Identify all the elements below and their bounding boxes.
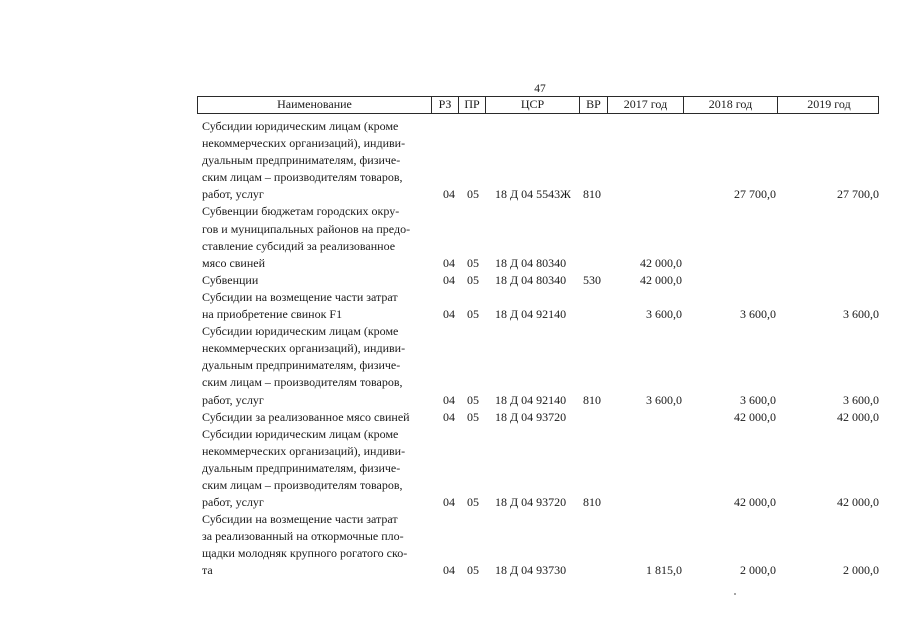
cell-csr: 18 Д 04 93720	[495, 495, 567, 510]
table-row	[197, 374, 879, 391]
cell-name: дуальным предпринимателям, физиче-	[202, 153, 401, 168]
cell-name: Субсидии на возмещение части затрат	[202, 512, 398, 527]
page-number: 47	[534, 83, 546, 95]
cell-csr	[484, 374, 578, 391]
cell-csr: 18 Д 04 92140	[495, 307, 567, 322]
cell-pr	[457, 528, 484, 545]
cell-vr	[578, 426, 606, 443]
cell-pr	[457, 340, 484, 357]
cell-2019	[776, 477, 879, 494]
cell-rz	[430, 238, 457, 255]
cell-csr	[484, 340, 578, 357]
cell-2018: 42 000,0	[734, 495, 776, 510]
cell-pr	[457, 357, 484, 374]
cell-vr	[578, 511, 606, 528]
cell-2018	[682, 135, 776, 152]
cell-2018	[682, 426, 776, 443]
cell-rz: 04	[443, 255, 455, 270]
table-row	[197, 323, 879, 340]
cell-2018	[682, 374, 776, 391]
cell-name: на приобретение свинок F1	[202, 307, 343, 322]
cell-2018: 2 000,0	[740, 563, 776, 578]
cell-vr: 810	[583, 187, 601, 202]
cell-2019	[776, 426, 879, 443]
cell-2017	[606, 323, 682, 340]
table-row	[197, 426, 879, 443]
cell-pr	[457, 221, 484, 238]
cell-2017	[606, 528, 682, 545]
table-row	[197, 528, 879, 545]
cell-name: щадки молодняк крупного рогатого ско-	[202, 546, 408, 561]
cell-name: мясо свиней	[202, 255, 266, 270]
cell-2017: 42 000,0	[640, 255, 682, 270]
table-row	[197, 118, 879, 135]
cell-2018: 27 700,0	[734, 187, 776, 202]
table-row	[197, 272, 879, 289]
cell-csr	[484, 169, 578, 186]
cell-csr	[484, 238, 578, 255]
cell-2017	[606, 118, 682, 135]
cell-vr	[578, 409, 606, 426]
cell-2017	[606, 409, 682, 426]
cell-2018	[682, 528, 776, 545]
cell-rz	[430, 221, 457, 238]
cell-2017	[606, 221, 682, 238]
cell-2017	[606, 340, 682, 357]
cell-vr	[578, 152, 606, 169]
table-header	[197, 96, 879, 114]
cell-rz: 04	[443, 392, 455, 407]
table-row	[197, 460, 879, 477]
cell-2018	[682, 221, 776, 238]
cell-csr	[484, 135, 578, 152]
cell-pr	[457, 511, 484, 528]
cell-pr	[457, 289, 484, 306]
cell-rz	[430, 443, 457, 460]
cell-name: ским лицам – производителям товаров,	[202, 170, 403, 185]
cell-vr	[578, 255, 606, 272]
cell-2018	[682, 443, 776, 460]
cell-2017	[606, 545, 682, 562]
cell-2018: 42 000,0	[734, 409, 776, 424]
cell-name: ским лицам – производителям товаров,	[202, 375, 403, 390]
cell-rz: 04	[443, 187, 455, 202]
table-row	[197, 562, 879, 579]
cell-2018	[682, 118, 776, 135]
cell-rz: 04	[443, 563, 455, 578]
cell-pr	[457, 203, 484, 220]
cell-name: работ, услуг	[202, 392, 264, 407]
cell-name: Субсидии юридическим лицам (кроме	[202, 119, 399, 133]
cell-pr	[457, 477, 484, 494]
cell-csr	[484, 118, 578, 135]
table-row	[197, 477, 879, 494]
cell-vr	[578, 460, 606, 477]
cell-pr: 05	[467, 307, 479, 322]
cell-2017: 3 600,0	[646, 392, 682, 407]
scan-speck	[734, 593, 736, 595]
cell-name: Субсидии за реализованное мясо свиней	[202, 409, 410, 424]
cell-vr	[578, 374, 606, 391]
cell-pr	[457, 374, 484, 391]
cell-2018	[682, 169, 776, 186]
cell-pr: 05	[467, 392, 479, 407]
table-row	[197, 409, 879, 426]
cell-csr: 18 Д 04 93730	[495, 563, 567, 578]
cell-pr: 05	[467, 495, 479, 510]
cell-pr	[457, 238, 484, 255]
cell-2017: 3 600,0	[646, 307, 682, 322]
cell-csr	[484, 289, 578, 306]
cell-csr	[484, 357, 578, 374]
cell-name: дуальным предпринимателям, физиче-	[202, 460, 401, 475]
cell-pr	[457, 460, 484, 477]
cell-2019	[776, 545, 879, 562]
cell-pr	[457, 118, 484, 135]
cell-2019	[776, 135, 879, 152]
cell-vr	[578, 118, 606, 135]
cell-name: дуальным предпринимателям, физиче-	[202, 358, 401, 373]
header-2017: 2017 год	[607, 97, 683, 113]
cell-name: работ, услуг	[202, 187, 264, 202]
cell-2017	[606, 169, 682, 186]
cell-vr	[578, 443, 606, 460]
cell-2017	[606, 374, 682, 391]
cell-2019	[776, 528, 879, 545]
cell-2017	[606, 460, 682, 477]
cell-csr	[484, 511, 578, 528]
cell-csr	[484, 323, 578, 340]
cell-pr	[457, 426, 484, 443]
cell-vr	[578, 203, 606, 220]
cell-rz	[430, 118, 457, 135]
cell-2018	[682, 272, 776, 289]
cell-2018	[682, 238, 776, 255]
cell-2018: 3 600,0	[740, 307, 776, 322]
cell-csr	[484, 152, 578, 169]
cell-2017	[606, 135, 682, 152]
cell-rz	[430, 460, 457, 477]
cell-rz	[430, 528, 457, 545]
cell-vr	[578, 340, 606, 357]
cell-2019	[776, 203, 879, 220]
cell-2019	[776, 460, 879, 477]
cell-csr: 18 Д 04 80340	[495, 255, 567, 270]
cell-csr	[484, 477, 578, 494]
table-row	[197, 340, 879, 357]
cell-rz	[430, 152, 457, 169]
cell-2017	[606, 511, 682, 528]
cell-name: та	[202, 563, 213, 578]
header-pr: ПР	[458, 97, 485, 113]
cell-rz	[430, 169, 457, 186]
table-row	[197, 494, 879, 511]
cell-2019	[776, 357, 879, 374]
cell-name: Субсидии на возмещение части затрат	[202, 289, 398, 304]
cell-2017	[606, 477, 682, 494]
cell-csr	[484, 203, 578, 220]
table-row	[197, 511, 879, 528]
header-rz: РЗ	[431, 97, 458, 113]
cell-2019: 42 000,0	[837, 409, 879, 424]
table-row	[197, 203, 879, 220]
cell-rz	[430, 135, 457, 152]
cell-2019	[776, 118, 879, 135]
cell-name: гов и муниципальных районов на предо-	[202, 221, 411, 236]
cell-rz	[430, 340, 457, 357]
table-row	[197, 545, 879, 562]
cell-2019: 3 600,0	[843, 392, 879, 407]
cell-pr	[457, 443, 484, 460]
cell-pr: 05	[467, 255, 479, 270]
cell-vr	[578, 221, 606, 238]
cell-vr	[578, 238, 606, 255]
cell-2019	[776, 289, 879, 306]
cell-2018	[682, 545, 776, 562]
cell-2017	[606, 443, 682, 460]
cell-rz	[430, 511, 457, 528]
cell-csr: 18 Д 04 80340	[495, 272, 567, 287]
cell-vr	[578, 169, 606, 186]
cell-2018	[682, 323, 776, 340]
cell-name: Субсидии юридическим лицам (кроме	[202, 426, 399, 441]
cell-pr	[457, 169, 484, 186]
cell-csr	[484, 528, 578, 545]
cell-2019	[776, 323, 879, 340]
table-body	[197, 118, 879, 580]
cell-rz	[430, 289, 457, 306]
cell-rz: 04	[443, 272, 455, 287]
cell-vr	[578, 357, 606, 374]
header-vr: ВР	[579, 97, 607, 113]
cell-pr	[457, 545, 484, 562]
cell-2019	[776, 255, 879, 272]
cell-2018	[682, 203, 776, 220]
cell-2017	[606, 494, 682, 511]
header-2019: 2019 год	[777, 97, 880, 113]
cell-2018	[682, 289, 776, 306]
cell-2018	[682, 340, 776, 357]
cell-2018	[682, 152, 776, 169]
table-row	[197, 289, 879, 306]
cell-2019	[776, 374, 879, 391]
cell-vr	[578, 323, 606, 340]
header-2018: 2018 год	[683, 97, 777, 113]
cell-name: Субвенции бюджетам городских окру-	[202, 204, 400, 219]
cell-name: за реализованный на откормочные пло-	[202, 529, 404, 544]
cell-pr: 05	[467, 409, 479, 424]
cell-pr	[457, 152, 484, 169]
cell-vr	[578, 562, 606, 579]
cell-csr: 18 Д 04 5543Ж	[495, 187, 571, 202]
cell-rz: 04	[443, 409, 455, 424]
cell-2019: 42 000,0	[837, 495, 879, 510]
cell-2017	[606, 238, 682, 255]
cell-name: ским лицам – производителям товаров,	[202, 477, 403, 492]
table-row	[197, 255, 879, 272]
cell-rz: 04	[443, 307, 455, 322]
cell-2017: 42 000,0	[640, 272, 682, 287]
table-row	[197, 186, 879, 203]
header-csr: ЦСР	[485, 97, 579, 113]
cell-pr	[457, 135, 484, 152]
cell-vr: 810	[583, 392, 601, 407]
cell-2017	[606, 186, 682, 203]
table-row	[197, 221, 879, 238]
cell-csr	[484, 545, 578, 562]
cell-2019	[776, 511, 879, 528]
table-row	[197, 152, 879, 169]
cell-rz	[430, 374, 457, 391]
cell-pr	[457, 323, 484, 340]
cell-pr: 05	[467, 187, 479, 202]
cell-rz	[430, 477, 457, 494]
cell-name: работ, услуг	[202, 495, 264, 510]
cell-vr	[578, 477, 606, 494]
cell-vr	[578, 528, 606, 545]
cell-vr	[578, 289, 606, 306]
cell-name: некоммерческих организаций), индиви-	[202, 341, 406, 356]
cell-csr	[484, 460, 578, 477]
cell-2017	[606, 289, 682, 306]
cell-2017	[606, 203, 682, 220]
cell-2019: 27 700,0	[837, 187, 879, 202]
cell-2018	[682, 357, 776, 374]
cell-2017	[606, 426, 682, 443]
cell-rz	[430, 323, 457, 340]
cell-csr: 18 Д 04 92140	[495, 392, 567, 407]
cell-rz	[430, 426, 457, 443]
header-name: Наименование	[277, 97, 352, 111]
cell-csr	[484, 426, 578, 443]
cell-2017: 1 815,0	[646, 563, 682, 578]
cell-2017	[606, 357, 682, 374]
cell-2018	[682, 255, 776, 272]
cell-pr: 05	[467, 272, 479, 287]
cell-2017	[606, 152, 682, 169]
cell-pr: 05	[467, 563, 479, 578]
cell-name: ставление субсидий за реализованное	[202, 238, 396, 253]
cell-name: некоммерческих организаций), индиви-	[202, 136, 406, 151]
cell-2018: 3 600,0	[740, 392, 776, 407]
table-row	[197, 357, 879, 374]
cell-2019	[776, 340, 879, 357]
cell-rz	[430, 545, 457, 562]
cell-2019	[776, 152, 879, 169]
table-row	[197, 306, 879, 323]
cell-2019	[776, 221, 879, 238]
budget-table	[197, 96, 879, 580]
cell-vr: 810	[583, 495, 601, 510]
cell-2019	[776, 238, 879, 255]
cell-2019	[776, 272, 879, 289]
cell-2018	[682, 477, 776, 494]
cell-2019: 2 000,0	[843, 563, 879, 578]
table-row	[197, 169, 879, 186]
table-row	[197, 392, 879, 409]
table-row	[197, 238, 879, 255]
cell-csr	[484, 443, 578, 460]
table-row	[197, 135, 879, 152]
cell-2019: 3 600,0	[843, 307, 879, 322]
cell-csr: 18 Д 04 93720	[495, 409, 567, 424]
cell-rz: 04	[443, 495, 455, 510]
cell-vr	[578, 135, 606, 152]
table-row	[197, 443, 879, 460]
cell-rz	[430, 357, 457, 374]
cell-name: Субсидии юридическим лицам (кроме	[202, 324, 399, 339]
cell-rz	[430, 203, 457, 220]
cell-2018	[682, 511, 776, 528]
cell-vr	[578, 306, 606, 323]
cell-vr	[578, 545, 606, 562]
cell-name: некоммерческих организаций), индиви-	[202, 443, 406, 458]
cell-2018	[682, 460, 776, 477]
cell-vr: 530	[583, 272, 601, 287]
cell-2019	[776, 169, 879, 186]
cell-csr	[484, 221, 578, 238]
cell-name: Субвенции	[202, 272, 259, 287]
cell-2019	[776, 443, 879, 460]
